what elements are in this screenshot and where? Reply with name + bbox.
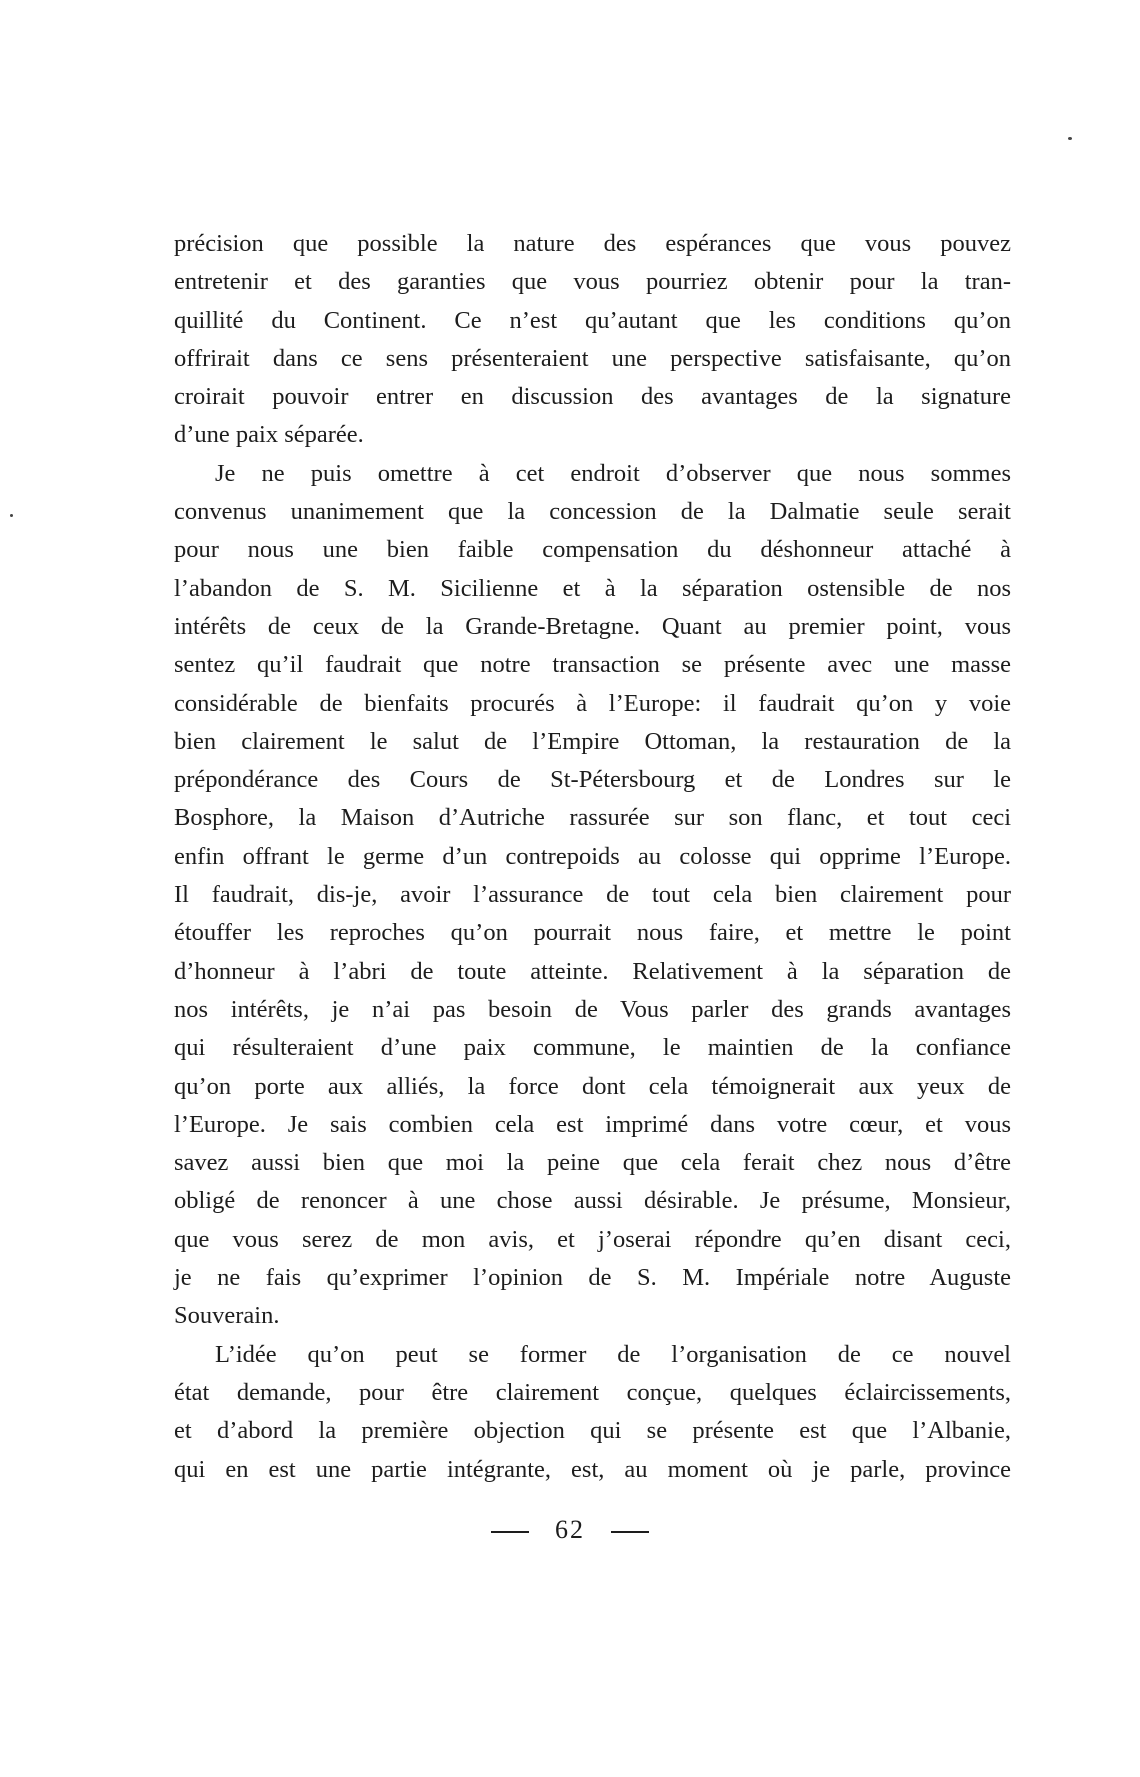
text-line: sentez qu’il faudrait que notre transaction se présente avec une masse	[174, 651, 1011, 679]
left-dash	[491, 1531, 529, 1533]
text-line: Bosphore, la Maison d’Autriche rassurée sur son flanc, et tout ceci	[174, 804, 1011, 832]
text-line: bien clairement le salut de l’Empire Ottoman, la restauration de la	[174, 727, 1011, 755]
text-line: enfin offrant le germe d’un contrepoids au colosse qui opprime l’Europe.	[174, 842, 1011, 870]
page-footer	[0, 1515, 1140, 1545]
text-line: nos intérêts, je n’ai pas besoin de Vous parler des grands avantages	[174, 995, 1011, 1023]
paragraph	[174, 455, 1011, 1336]
text-line: croirait pouvoir entrer en discussion des avantages de la signature	[174, 383, 1011, 411]
text-line: précision que possible la nature des espérances que vous pouvez	[174, 230, 1011, 257]
text-line: qui résulteraient d’une paix commune, le maintien de la confiance	[174, 1034, 1011, 1062]
scan-speck	[10, 514, 13, 517]
text-line: et d’abord la première objection qui se présente est que l’Albanie,	[174, 1417, 1011, 1445]
text-line: convenus unanimement que la concession de la Dalmatie seule serait	[174, 498, 1011, 526]
paragraph	[174, 225, 1011, 455]
text-line: état demande, pour être clairement conçue, quelques éclaircissements,	[174, 1378, 1011, 1406]
page-number: 62	[555, 1515, 585, 1544]
text-line: quillité du Continent. Ce n’est qu’autant que les conditions qu’on	[174, 306, 1011, 334]
text-line: Souverain.	[174, 1302, 280, 1330]
text-line: Il faudrait, dis-je, avoir l’assurance de tout cela bien clairement pour	[174, 881, 1011, 909]
text-line: que vous serez de mon avis, et j’oserai répondre qu’en disant ceci,	[174, 1225, 1011, 1253]
scan-speck	[1068, 137, 1072, 140]
text-line: l’abandon de S. M. Sicilienne et à la séparation ostensible de nos	[174, 574, 1011, 602]
text-line: intérêts de ceux de la Grande-Bretagne. Quant au premier point, vous	[174, 612, 1011, 640]
text-line: qui en est une partie intégrante, est, au moment où je parle, province	[174, 1455, 1011, 1483]
text-line: d’une paix séparée.	[174, 421, 364, 449]
paragraph	[174, 1336, 1011, 1489]
text-line: qu’on porte aux alliés, la force dont cela témoignerait aux yeux de	[174, 1072, 1011, 1100]
text-line: étouffer les reproches qu’on pourrait nous faire, et mettre le point	[174, 919, 1011, 947]
text-line: entretenir et des garanties que vous pourriez obtenir pour la tran-	[174, 268, 1011, 296]
text-line: l’Europe. Je sais combien cela est imprimé dans votre cœur, et vous	[174, 1110, 1011, 1138]
text-line: considérable de bienfaits procurés à l’Europe: il faudrait qu’on y voie	[174, 689, 1011, 717]
text-line: L’idée qu’on peut se former de l’organisation de ce nouvel	[215, 1340, 1011, 1368]
right-dash	[611, 1531, 649, 1533]
text-line: savez aussi bien que moi la peine que cela ferait chez nous d’être	[174, 1149, 1011, 1177]
page-body	[174, 225, 1011, 1489]
text-line: d’honneur à l’abri de toute atteinte. Relativement à la séparation de	[174, 957, 1011, 985]
text-line: prépondérance des Cours de St-Pétersbourg et de Londres sur le	[174, 766, 1011, 794]
text-line: offrirait dans ce sens présenteraient une perspective satisfaisante, qu’on	[174, 344, 1011, 372]
text-line: Je ne puis omettre à cet endroit d’observer que nous sommes	[215, 459, 1011, 487]
text-line: je ne fais qu’exprimer l’opinion de S. M. Impériale notre Auguste	[174, 1264, 1011, 1292]
text-line: pour nous une bien faible compensation du déshonneur attaché à	[174, 536, 1011, 564]
text-line: obligé de renoncer à une chose aussi désirable. Je présume, Monsieur,	[174, 1187, 1011, 1215]
